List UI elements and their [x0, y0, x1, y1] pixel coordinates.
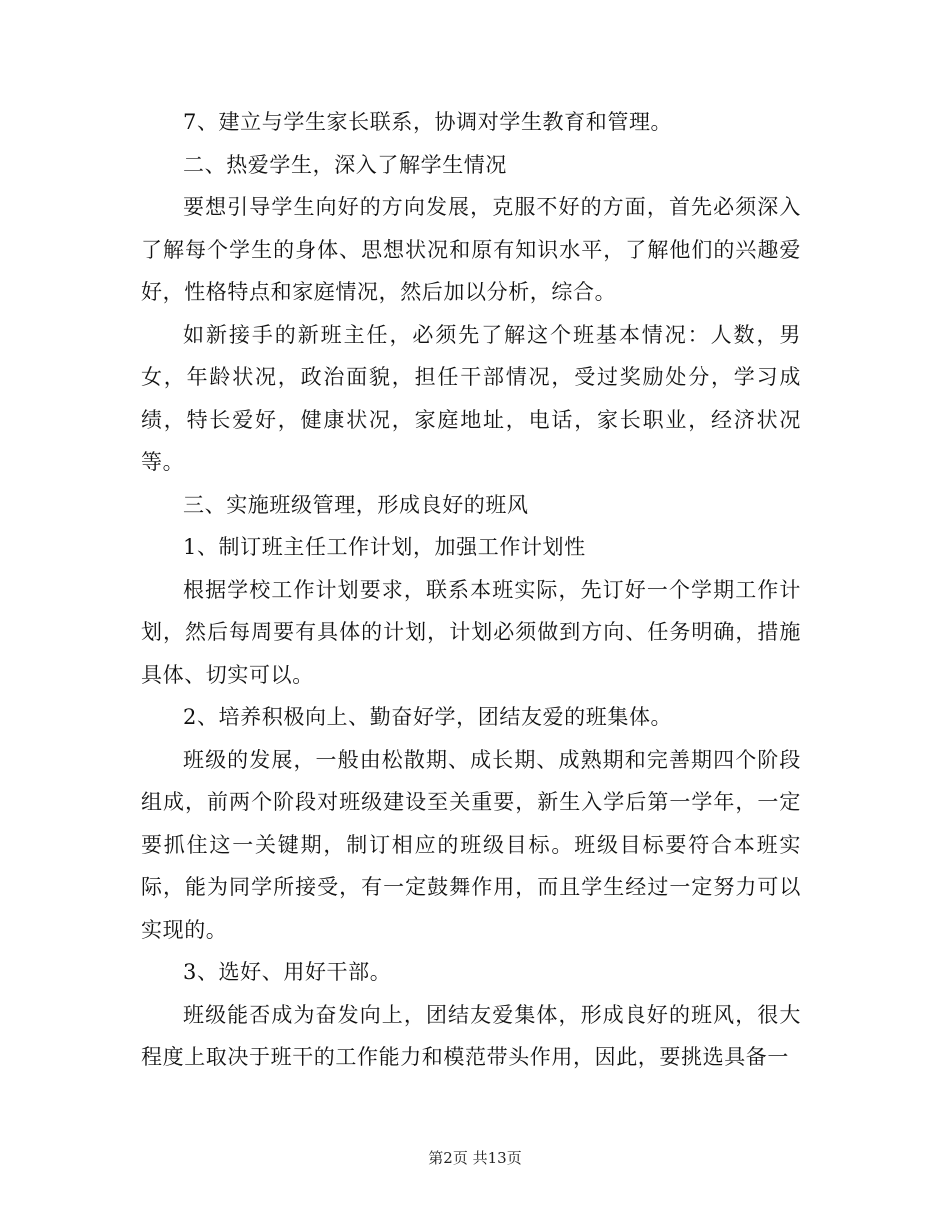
paragraph-understand-students: 要想引导学生向好的方向发展，克服不好的方面，首先必须深入了解每个学生的身体、思想状况和原有知识水平，了解他们的兴趣爱好，性格特点和家庭情况，然后加以分析，综合。: [141, 195, 801, 304]
document-body: [141, 101, 801, 1079]
page-number-footer: 第2页 共13页: [428, 1149, 522, 1167]
paragraph-new-teacher-info: 如新接手的新班主任，必须先了解这个班基本情况：人数，男女，年龄状况，政治面貌，担任干部情况，受过奖励处分，学习成绩，特长爱好，健康状况，家庭地址，电话，家长职业，经济状况等。: [141, 322, 801, 474]
subheading-3-cadres: 3、选好、用好干部。: [183, 960, 392, 984]
section-heading-2: 二、热爱学生，深入了解学生情况: [183, 152, 507, 177]
subheading-1-work-plan: 1、制订班主任工作计划，加强工作计划性: [183, 535, 586, 559]
paragraph-class-cadres: 班级能否成为奋发向上，团结友爱集体，形成良好的班风，很大程度上取决于班干的工作能力和模范带头作用，因此，要挑选具备一: [141, 1002, 801, 1069]
paragraph-class-development: 班级的发展，一般由松散期、成长期、成熟期和完善期四个阶段组成，前两个阶段对班级建设至关重要，新生入学后第一学年，一定要抓住这一关键期，制订相应的班级目标。班级目标要符合本班实际，能为同学所接受，有一定鼓舞作用，而且学生经过一定努力可以实现的。: [141, 747, 801, 942]
paragraph-work-plan: 根据学校工作计划要求，联系本班实际，先订好一个学期工作计划，然后每周要有具体的计划，计划必须做到方向、任务明确，措施具体、切实可以。: [141, 577, 801, 687]
subheading-2-class-collective: 2、培养积极向上、勤奋好学，团结友爱的班集体。: [183, 705, 673, 729]
paragraph-item-7-contact-parents: 7、建立与学生家长联系，协调对学生教育和管理。: [183, 110, 673, 134]
section-heading-3: 三、实施班级管理，形成良好的班风: [183, 492, 529, 517]
